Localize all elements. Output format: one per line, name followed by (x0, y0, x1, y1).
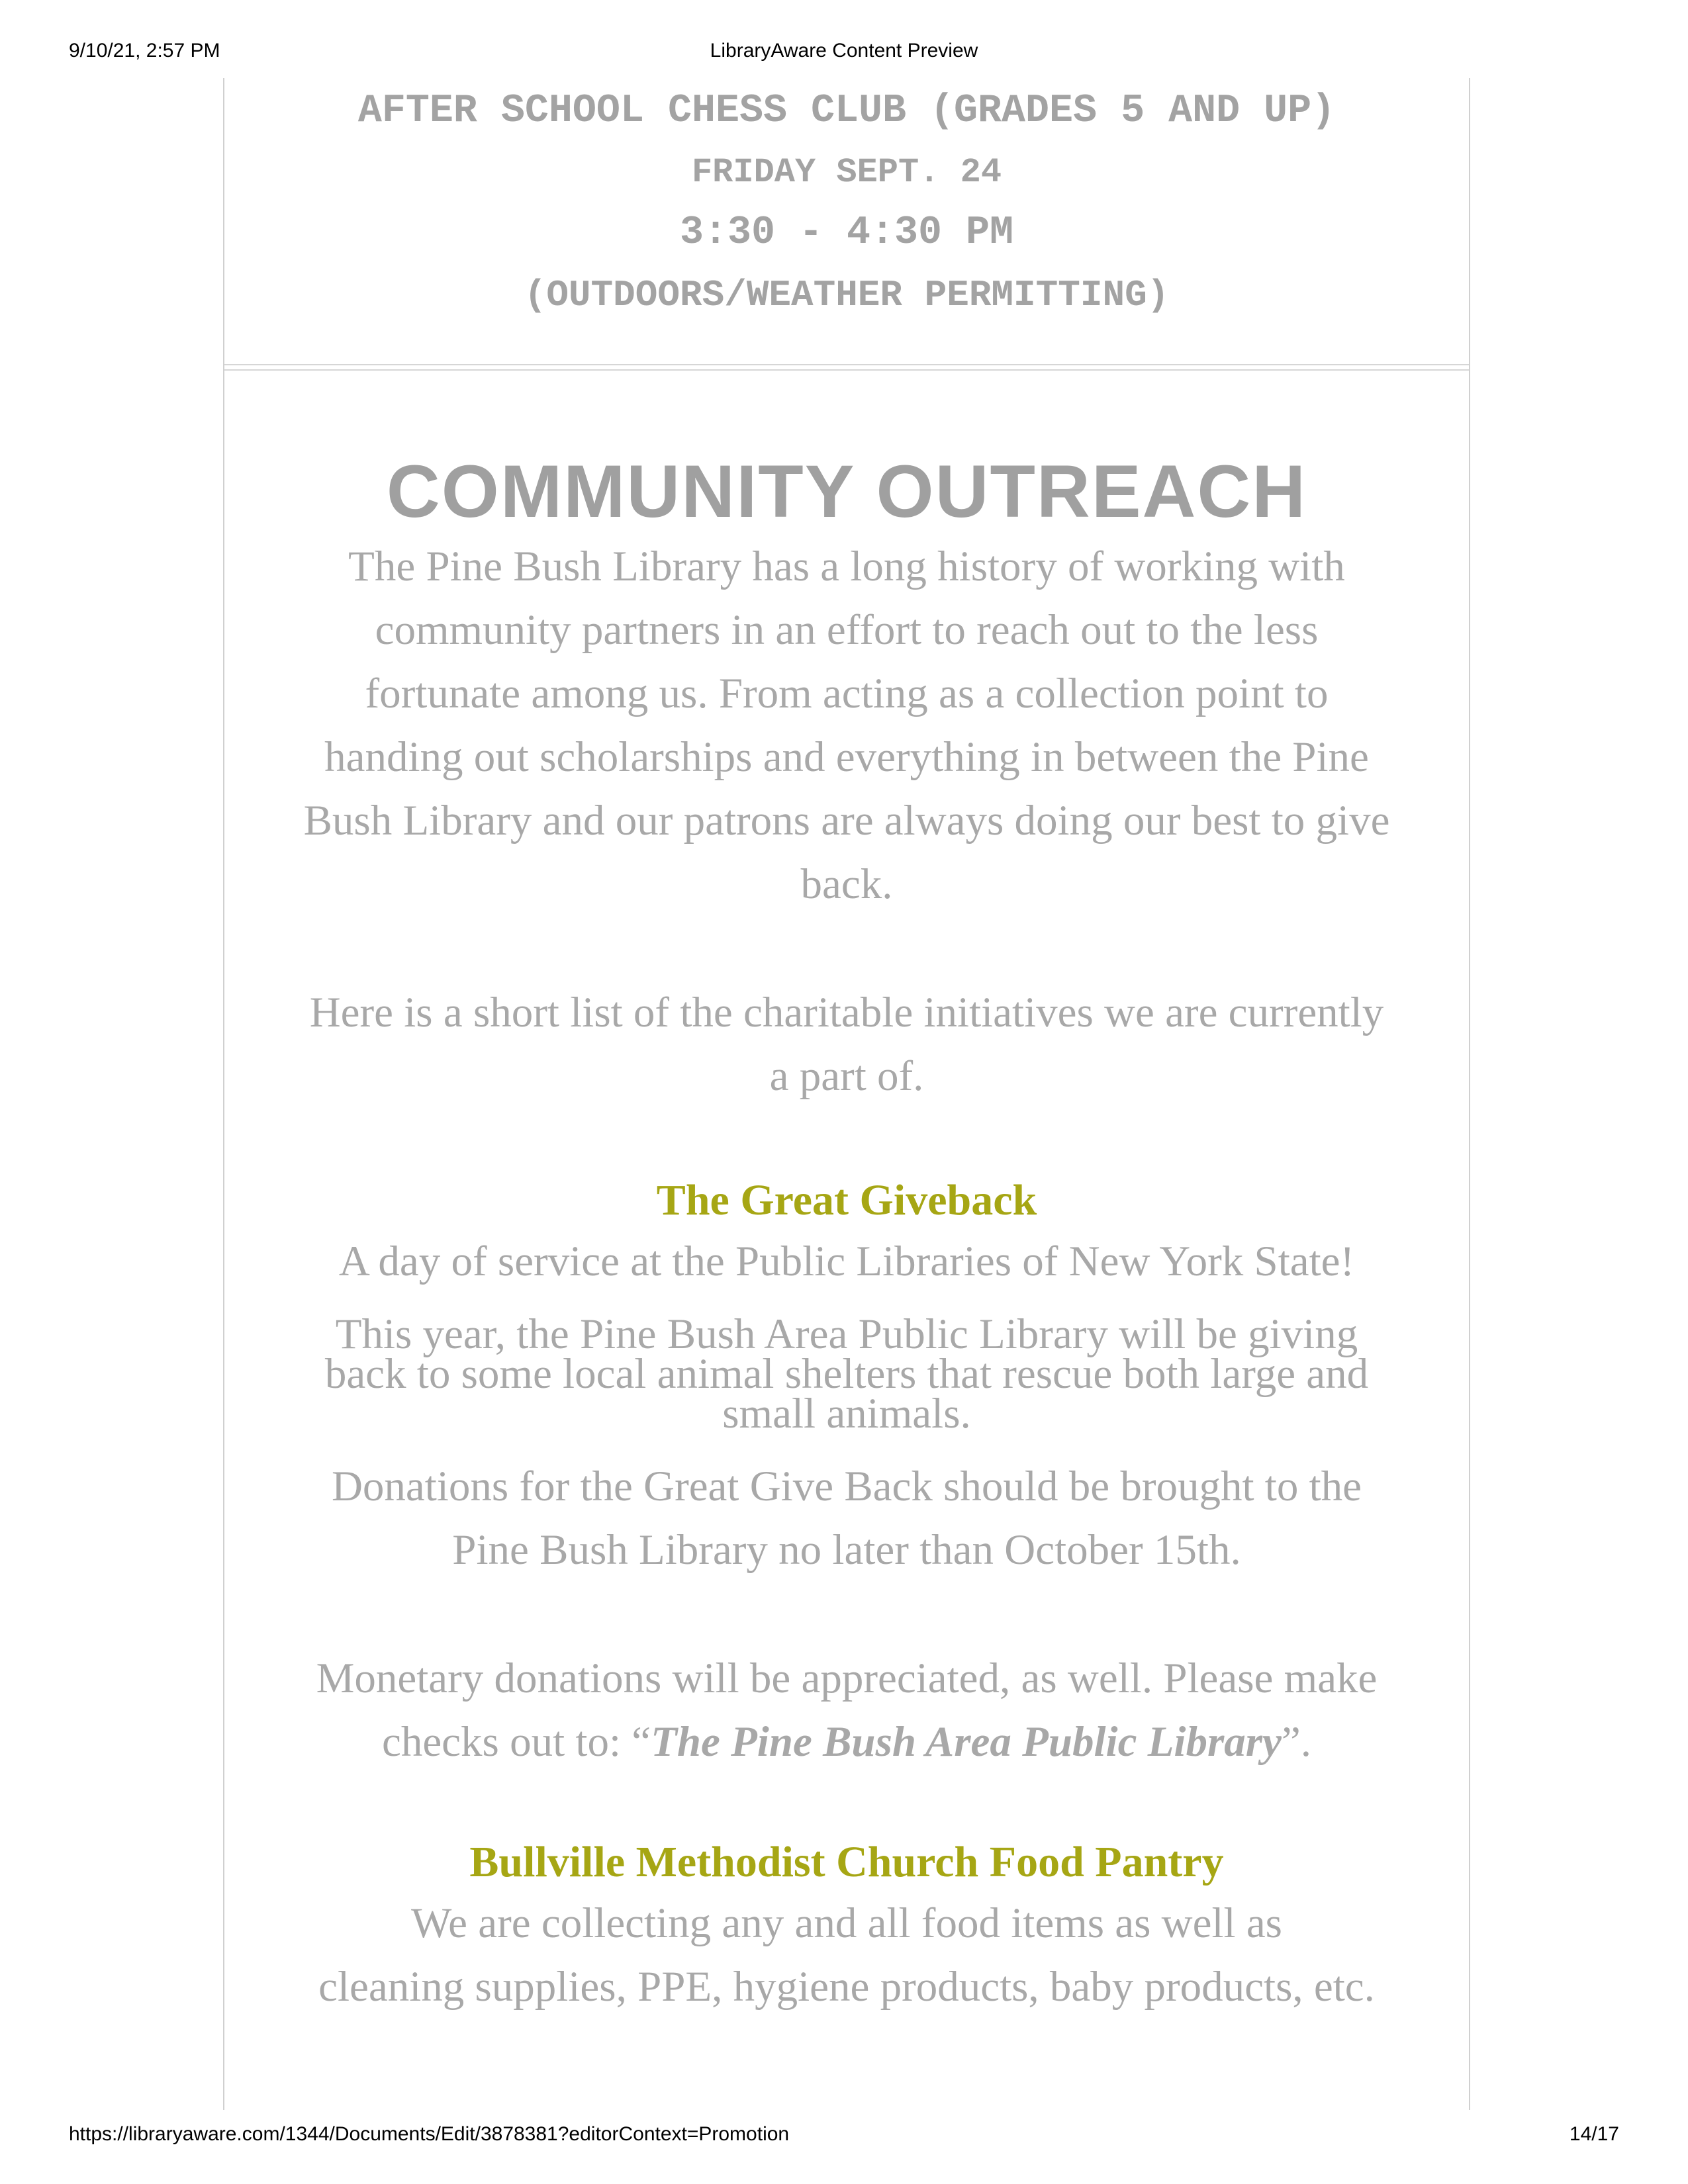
intro-line: Bush Library and our patrons are always doing our best to give (303, 797, 1390, 844)
initiatives-intro (238, 981, 1456, 1108)
print-title: LibraryAware Content Preview (710, 40, 978, 62)
community-outreach-section (238, 449, 1456, 2019)
checks-suffix: ”. (1281, 1718, 1312, 1766)
chess-club-time: 3:30 - 4:30 PM (679, 210, 1014, 255)
payee-name: The Pine Bush Area Public Library (651, 1718, 1282, 1766)
chess-club-section (224, 78, 1469, 365)
chess-club-date: FRIDAY SEPT. 24 (691, 153, 1002, 192)
food-pantry-block (238, 1833, 1456, 2019)
intro-line: fortunate among us. From acting as a collection point to (365, 670, 1329, 717)
donation-line: Pine Bush Library no later than October 15th. (452, 1526, 1241, 1574)
print-header (0, 40, 1688, 66)
monetary-donations (238, 1647, 1456, 1774)
initiatives-intro-line: a part of. (769, 1052, 924, 1100)
giveback-body-line: small animals. (722, 1390, 971, 1437)
intro-line: community partners in an effort to reach out to the less (375, 606, 1319, 654)
intro-line: The Pine Bush Library has a long history of working with (348, 543, 1345, 590)
food-pantry-line: cleaning supplies, PPE, hygiene products, baby products, etc. (318, 1963, 1375, 2011)
food-pantry-heading: Bullville Methodist Church Food Pantry (469, 1838, 1224, 1886)
intro-line: handing out scholarships and everything in between the Pine (324, 733, 1369, 781)
giveback-body-line: This year, the Pine Bush Area Public Library will be giving (335, 1310, 1358, 1358)
page-number: 14/17 (1569, 2123, 1619, 2145)
print-datetime: 9/10/21, 2:57 PM (69, 40, 220, 62)
newsletter-frame (223, 78, 1470, 2110)
initiatives-intro-line: Here is a short list of the charitable initiatives we are currently (309, 989, 1384, 1036)
great-giveback-donations (238, 1455, 1456, 1582)
great-giveback-heading: The Great Giveback (656, 1176, 1037, 1224)
food-pantry-line: We are collecting any and all food items as well as (411, 1899, 1282, 1947)
chess-club-title: AFTER SCHOOL CHESS CLUB (GRADES 5 AND UP) (357, 89, 1336, 134)
section-divider (224, 369, 1469, 371)
monetary-line: Monetary donations will be appreciated, as well. Please make (316, 1655, 1378, 1702)
checks-payable-line (238, 1710, 1456, 1774)
checks-prefix: checks out to: “ (381, 1718, 651, 1766)
great-giveback-body (238, 1310, 1456, 1437)
donation-line: Donations for the Great Give Back should be brought to the (331, 1463, 1362, 1510)
print-url: https://libraryaware.com/1344/Documents/Edit/3878381?editorContext=Promotion (69, 2123, 790, 2145)
giveback-body-line: back to some local animal shelters that rescue both large and (324, 1350, 1369, 1398)
intro-line: back. (800, 860, 893, 908)
great-giveback-block (238, 1171, 1456, 1774)
great-giveback-tagline: A day of service at the Public Libraries of New York State! (338, 1238, 1355, 1285)
outreach-title: COMMUNITY OUTREACH (386, 450, 1307, 533)
print-footer (0, 2123, 1688, 2150)
outreach-intro (238, 535, 1456, 916)
chess-club-note: (OUTDOORS/WEATHER PERMITTING) (524, 274, 1170, 316)
